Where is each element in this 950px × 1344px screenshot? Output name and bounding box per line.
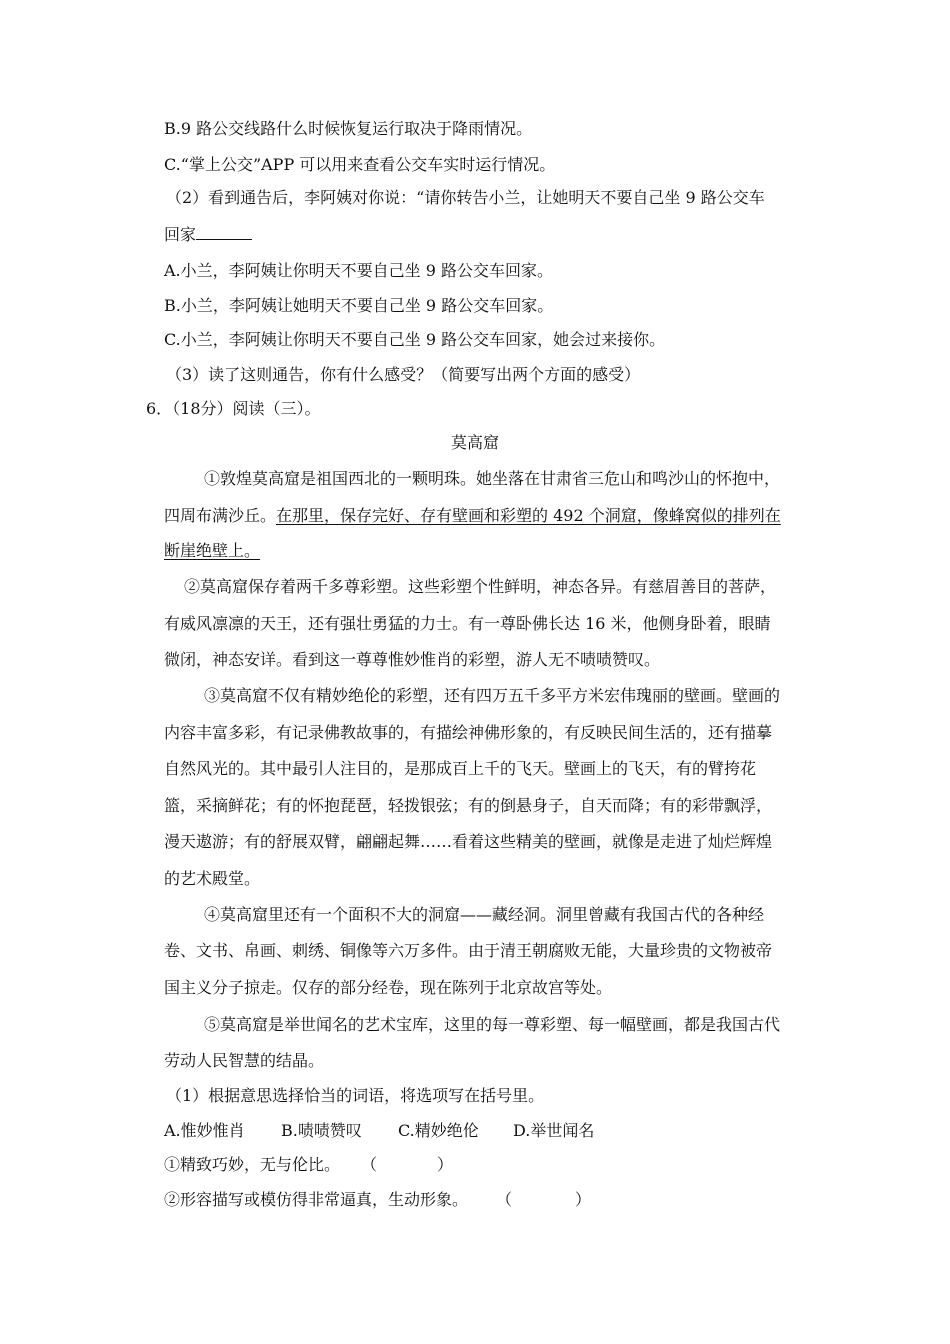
item2-text: ②形容描写或模仿得非常逼真，生动形象。 <box>164 1190 469 1209</box>
answer-blank <box>196 225 252 240</box>
item2-paren-open: （ <box>496 1190 513 1209</box>
item2-paren-close: ） <box>575 1190 592 1209</box>
q5-option-b-prev: B.9 路公交线路什么时候恢复运行取决于降雨情况。 <box>164 119 533 138</box>
q6-sub1: （1）根据意思选择恰当的词语，将选项写在括号里。 <box>166 1086 545 1105</box>
q5-sub2-option-a: A.小兰，李阿姨让你明天不要自己坐 9 路公交车回家。 <box>164 261 553 280</box>
p5-line1: ⑤莫高窟是举世闻名的艺术宝库，这里的每一尊彩塑、每一幅壁画，都是我国古代 <box>204 1015 781 1034</box>
choice-b: B.啧啧赞叹 <box>281 1121 362 1140</box>
p4-line3: 国主义分子掠走。仅存的部分经卷，现在陈列于北京故宫等处。 <box>164 978 613 997</box>
p3-line3: 自然风光的。其中最引人注目的，是那成百上千的飞天。壁画上的飞天，有的臂挎花 <box>164 759 757 778</box>
item1-text: ①精致巧妙，无与伦比。 <box>164 1155 341 1174</box>
q5-sub2-line1: （2）看到通告后，李阿姨对你说：“请你转告小兰，让她明天不要自己坐 9 路公交车 <box>166 188 765 207</box>
choice-d: D.举世闻名 <box>513 1121 595 1140</box>
p1-underlined-sentence: 在那里，保存完好、存有壁画和彩塑的 492 个洞窟，像蜂窝似的排列在 <box>276 506 781 525</box>
p2-line1: ②莫高窟保存着两千多尊彩塑。这些彩塑个性鲜明，神态各异。有慈眉善目的菩萨， <box>184 577 777 596</box>
item1 <box>164 1155 340 1175</box>
q5-option-c-prev: C.“掌上公交”APP 可以用来查看公交车实时运行情况。 <box>164 155 556 174</box>
p2-line2: 有威风凛凛的天王，还有强壮勇猛的力士。有一尊卧佛长达 16 米，他侧身卧着，眼睛 <box>164 614 771 633</box>
passage-title: 莫高窟 <box>450 433 499 452</box>
p3-line1: ③莫高窟不仅有精妙绝伦的彩塑，还有四万五千多平方米宏伟瑰丽的壁画。壁画的 <box>204 686 781 705</box>
p1-line2-text: 四周布满沙丘。 <box>164 506 277 525</box>
item1-paren-close: ） <box>437 1155 454 1174</box>
p4-line2: 卷、文书、帛画、刺绣、铜像等六万多件。由于清王朝腐败无能，大量珍贵的文物被帝 <box>164 941 773 960</box>
q6-header: 6．（18分）阅读（三）。 <box>146 399 321 418</box>
p1-line1: ①敦煌莫高窟是祖国西北的一颗明珠。她坐落在甘肃省三危山和鸣沙山的怀抱中， <box>204 469 781 488</box>
p3-line2: 内容丰富多彩，有记录佛教故事的，有描绘神佛形象的，有反映民间生活的，还有描摹 <box>164 723 773 742</box>
q5-sub2-line2 <box>164 225 252 245</box>
p1-line3: 断崖绝壁上。 <box>164 541 261 560</box>
item2 <box>164 1190 468 1210</box>
p3-line4: 篮，采摘鲜花；有的怀抱琵琶，轻拨银弦；有的倒悬身子，自天而降；有的彩带飘浮， <box>164 796 773 815</box>
q5-sub3: （3）读了这则通告，你有什么感受？（简要写出两个方面的感受） <box>166 365 641 384</box>
item1-paren-open: （ <box>361 1155 378 1174</box>
p5-line2: 劳动人民智慧的结晶。 <box>164 1051 325 1070</box>
p2-line3: 微闭，神态安详。看到这一尊尊惟妙惟肖的彩塑，游人无不啧啧赞叹。 <box>164 650 661 669</box>
p4-line1: ④莫高窟里还有一个面积不大的洞窟——藏经洞。洞里曾藏有我国古代的各种经 <box>204 905 765 924</box>
q5-sub2-line2-text: 回家 <box>164 225 197 244</box>
choice-a: A.惟妙惟肖 <box>164 1121 245 1140</box>
choice-c: C.精妙绝伦 <box>398 1121 479 1140</box>
q5-sub2-option-b: B.小兰，李阿姨让她明天不要自己坐 9 路公交车回家。 <box>164 296 554 315</box>
q5-sub2-option-c: C.小兰，李阿姨让你明天不要自己坐 9 路公交车回家，她会过来接你。 <box>164 330 666 349</box>
p1-line2 <box>164 506 781 526</box>
p3-line5: 漫天遨游；有的舒展双臂，翩翩起舞……看着这些精美的壁画，就像是走进了灿烂辉煌 <box>164 832 773 851</box>
p3-line6: 的艺术殿堂。 <box>164 869 261 888</box>
